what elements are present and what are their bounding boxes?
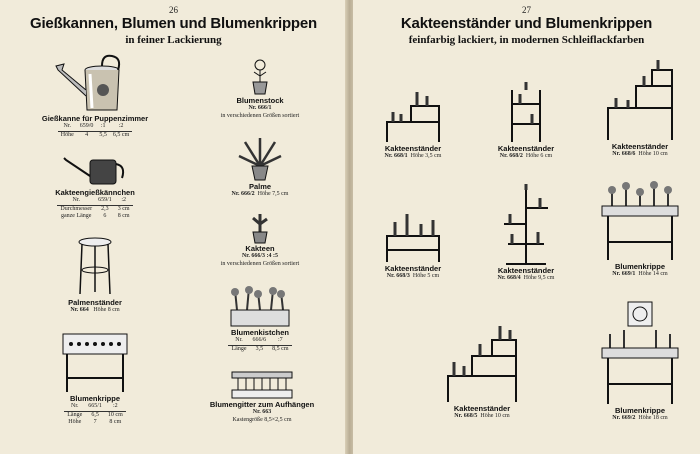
item-name: Blumenstock: [236, 96, 284, 105]
page-right: [353, 0, 700, 454]
item-kakteenstaender-5: Kakteenständer Nr. 668/5 Höhe 10 cm: [427, 322, 537, 421]
item-name: Gießkanne für Puppenzimmer: [41, 114, 149, 123]
item-palme: Palme Nr. 666/2 Höhe 7,5 cm: [205, 134, 315, 199]
item-name: Palme: [248, 182, 272, 191]
item-blumenkistchen: Blumenkistchen Nr. 666/6 :7 Länge 3,5 8,5 cm: [205, 284, 315, 353]
cactus-stand-illustration: [498, 184, 554, 266]
page-left: [0, 0, 347, 454]
page-title-left: Gießkannen, Blumen und Blumenkrippen: [30, 15, 317, 32]
item-name: Kakteenständer: [453, 404, 511, 413]
item-name: Kakteenständer: [384, 264, 442, 273]
item-name: Blumenkrippe: [614, 262, 665, 271]
item-name: Blumenkrippe: [69, 394, 120, 403]
item-kakteengiesskaennchen: Kakteengießkännchen Nr. 659/1 :2 Durchmesser 2,3 3 cm ganze Länge 6 8 cm: [40, 150, 150, 221]
cactus-illustration: [246, 210, 274, 244]
item-blumenkrippe: Blumenkrippe Nr. 665/1 :2 Länge 6,5 10 cm Höhe 7 8 cm: [40, 330, 150, 427]
item-kakteenstaender-2: Kakteenständer Nr. 668/2 Höhe 6 cm: [476, 80, 576, 161]
plant-stand-illustration: [70, 236, 120, 298]
item-blumenstock: Blumenstock Nr. 666/1 in verschiedenen Größen sortiert: [205, 58, 315, 120]
item-kakteenstaender-6: Kakteenständer Nr. 668/6 Höhe 10 cm: [588, 58, 692, 159]
item-kakteenstaender-3: Kakteenständer Nr. 668/3 Höhe 5 cm: [363, 206, 463, 281]
item-name: Blumenkrippe: [614, 406, 665, 415]
flower-trough-illustration: [598, 300, 682, 406]
item-name: Kakteenständer: [497, 266, 555, 275]
item-name: Palmenständer: [68, 298, 122, 307]
cactus-stand-illustration: [381, 86, 445, 144]
item-kakteen: Kakteen Nr. 666/3 :4 :5 in verschiedenen Größen sortiert: [205, 210, 315, 268]
item-name: Blumengitter zum Aufhängen: [209, 400, 315, 409]
item-name: Kakteengießkännchen: [55, 188, 135, 197]
palm-plant-illustration: [235, 134, 285, 182]
item-name: Kakteenständer: [497, 144, 555, 153]
cactus-stand-illustration: [442, 322, 522, 404]
item-name: Kakteenständer: [611, 142, 669, 151]
flower-trough-illustration: [598, 180, 682, 262]
cactus-stand-illustration: [381, 206, 445, 264]
item-kakteenstaender-1: Kakteenständer Nr. 668/1 Höhe 3,5 cm: [363, 86, 463, 161]
item-name: Blumenkistchen: [231, 328, 289, 337]
flower-trough-illustration: [59, 330, 131, 394]
page-subtitle-left: in feiner Lackierung: [125, 34, 222, 46]
item-blumenkrippe-2: Blumenkrippe Nr. 669/2 Höhe 18 cm: [588, 300, 692, 423]
watering-can-illustration: [50, 52, 140, 114]
item-name: Kakteen: [245, 244, 275, 253]
item-palmenstaender: Palmenständer Nr. 664 Höhe 8 cm: [40, 236, 150, 315]
cactus-stand-illustration: [502, 80, 550, 144]
item-blumengitter: Blumengitter zum Aufhängen Nr. 663 Kastengröße 8,5×2,5 cm: [200, 370, 324, 424]
item-name: Kakteenständer: [384, 144, 442, 153]
item-blumenkrippe-1: Blumenkrippe Nr. 669/1 Höhe 14 cm: [588, 180, 692, 279]
cactus-stand-illustration: [600, 58, 680, 142]
potted-plant-illustration: [245, 58, 275, 96]
small-watering-can-illustration: [60, 150, 130, 188]
page-subtitle-right: feinfarbig lackiert, in modernen Schleiflackfarben: [408, 34, 645, 46]
flower-box-illustration: [227, 284, 293, 328]
flower-grid-illustration: [230, 370, 294, 400]
item-giesskanne: Gießkanne für Puppenzimmer Nr. 659/0 :1 :2 Höhe 4 5,5 6,5 cm: [40, 52, 150, 139]
page-title-right: Kakteenständer und Blumenkrippen: [400, 15, 653, 32]
page-number-left: 26: [169, 5, 178, 15]
item-kakteenstaender-4: Kakteenständer Nr. 668/4 Höhe 9,5 cm: [476, 184, 576, 283]
page-number-right: 27: [522, 5, 531, 15]
